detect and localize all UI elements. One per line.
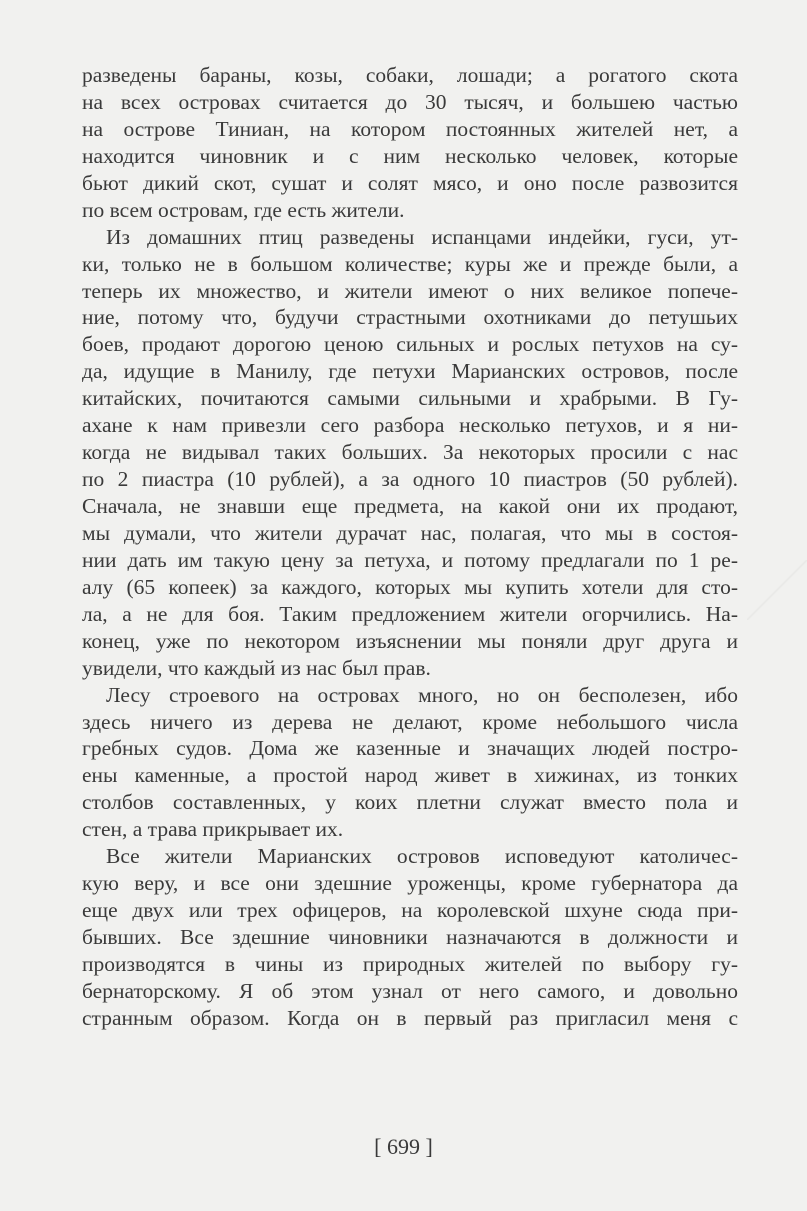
text-line: бьют дикий скот, сушат и солят мясо, и оно после развозится [82,170,738,195]
text-line: гребных судов. Дома же казенные и значащих людей постро- [82,736,738,761]
text-line: кую веру, и все они здешние уроженцы, кроме губернатора да [82,871,738,896]
page-number: [ 699 ] [374,1134,433,1159]
text-line: Из домашних птиц разведены испанцами индейки, гуси, ут- [106,224,738,249]
text-line: алу (65 копеек) за каждого, которых мы купить хотели для сто- [82,574,738,599]
text-line: бывших. Все здешние чиновники назначаются в должности и [82,925,738,949]
paragraph [82,682,738,844]
text-line: ки, только не в большом количестве; куры же и прежде были, а [82,251,738,276]
text-line: странным образом. Когда он в первый раз пригласил меня с [82,1005,738,1030]
text-line: по всем островам, где есть жители. [82,197,405,222]
text-line: Сначала, не знавши еще предмета, на какой они их продают, [82,494,738,518]
text-line: увидели, что каждый из нас был прав. [82,655,431,680]
text-line: на всех островах считается до 30 тысяч, и большею частью [82,89,738,114]
text-line: ла, а не для боя. Таким предложением жители огорчились. На- [82,601,738,626]
scan-shadow [747,560,807,620]
text-line: конец, уже по некотором изъяснении мы поняли друг друга и [82,628,738,653]
text-line: ние, потому что, будучи страстными охотниками до петушьих [82,305,738,330]
text-line: здесь ничего из дерева не делают, кроме небольшого числа [82,709,738,734]
text-line: мы думали, что жители дурачат нас, полагая, что мы в состоя- [82,520,738,545]
paragraph [82,62,738,224]
text-line: на острове Тиниан, на котором постоянных жителей нет, а [82,116,738,141]
text-line: Все жители Марианских островов исповедуют католичес- [106,844,738,869]
page-text [82,62,738,1032]
text-line: производятся в чины из природных жителей по выбору гу- [82,951,738,976]
text-line: столбов составленных, у коих плетни служат вместо пола и [82,790,738,815]
text-line: стен, а трава прикрывает их. [82,817,344,842]
paragraph [82,224,738,682]
text-line: находится чиновник и с ним несколько человек, которые [82,143,738,168]
text-line: да, идущие в Манилу, где петухи Марианских островов, после [82,359,738,384]
text-line: ахане к нам привезли сего разбора несколько петухов, и я ни- [82,413,738,438]
text-line: китайских, почитаются самыми сильными и храбрыми. В Гу- [82,386,738,411]
text-line: теперь их множество, и жители имеют о них великое попече- [82,278,738,303]
text-line: Лесу строевого на островах много, но он бесполезен, ибо [106,682,738,707]
text-line: нии дать им такую цену за петуха, и потому предлагали по 1 ре- [82,547,738,572]
text-line: бернаторскому. Я об этом узнал от него самого, и довольно [82,978,738,1003]
paragraph [82,843,738,1032]
text-line: по 2 пиастра (10 рублей), а за одного 10 пиастров (50 рублей). [82,467,738,492]
text-line: разведены бараны, козы, собаки, лошади; а рогатого скота [82,63,738,87]
text-line: ены каменные, а простой народ живет в хижинах, из тонких [82,763,738,788]
text-line: когда не видывал таких больших. За некоторых просили с нас [82,440,738,465]
text-line: боев, продают дорогою ценою сильных и рослых петухов на су- [82,332,738,357]
text-line: еще двух или трех офицеров, на королевской шхуне сюда при- [82,898,738,923]
